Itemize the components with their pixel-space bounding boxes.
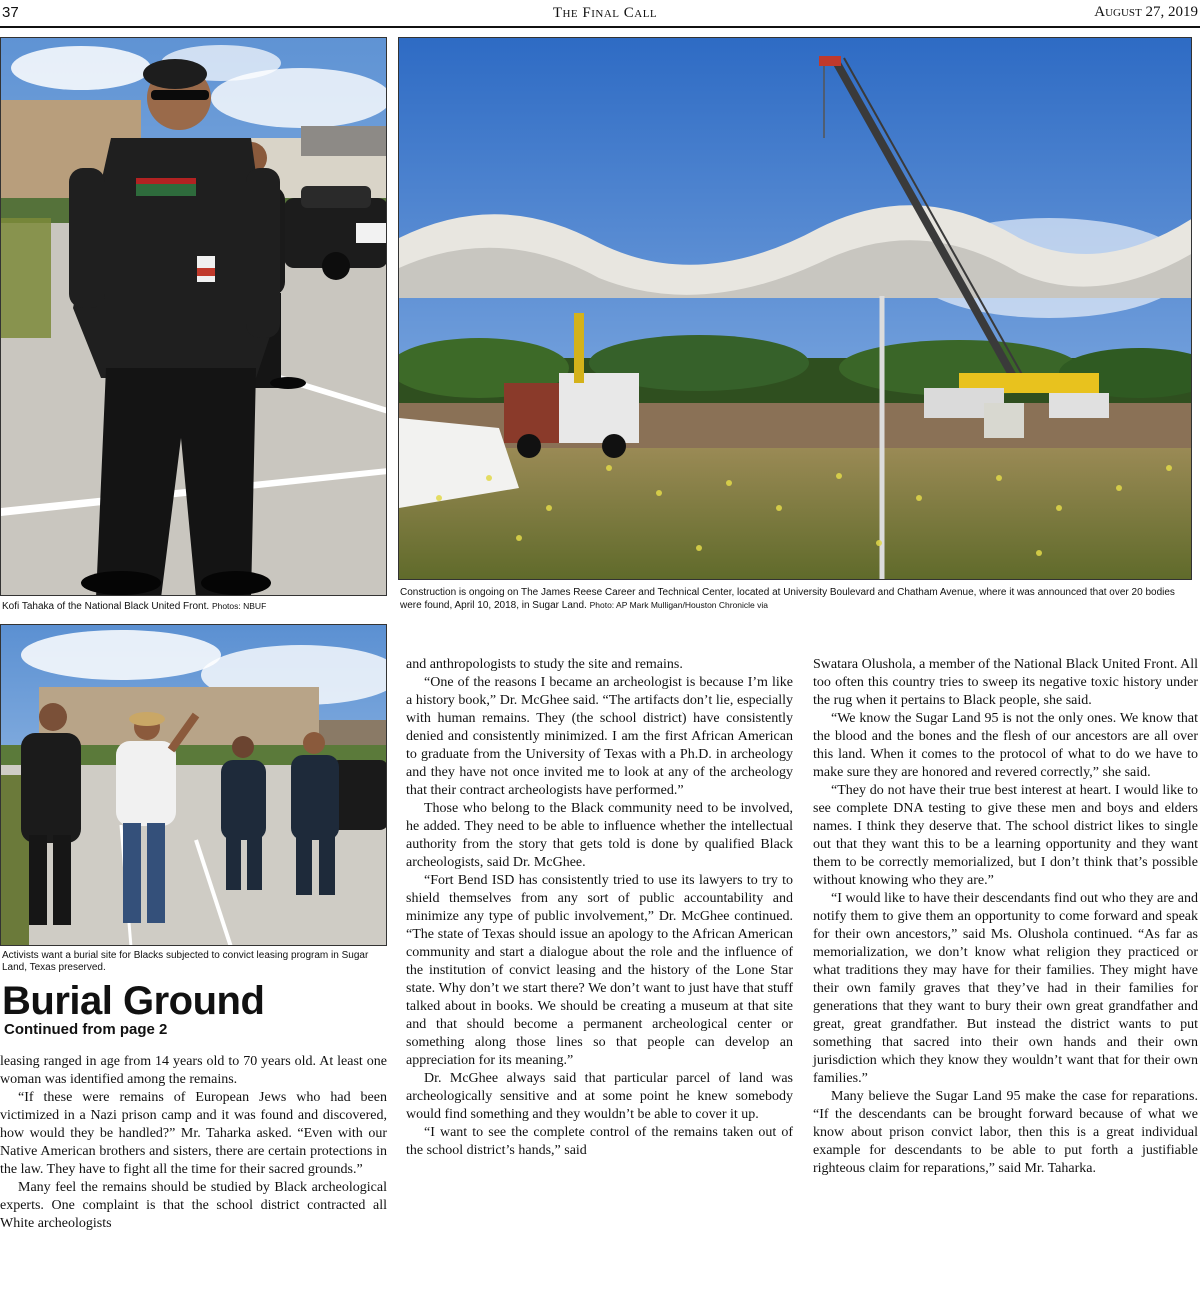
photo-credit: Photos: NBUF <box>211 601 267 611</box>
photo-construction-site-caption <box>400 587 1190 612</box>
article-headline: Burial Ground <box>2 979 265 1023</box>
photo-construction-site-image <box>399 38 1192 580</box>
publication-name: The Final Call <box>552 5 658 21</box>
paragraph: Swatara Olushola, a member of the National Black United Front. All too often this country tries to sweep its negative toxic history under the rug when it pertains to Black people, she said. <box>813 657 1198 708</box>
photo-kofi-taharka <box>0 37 387 596</box>
paragraph: Many believe the Sugar Land 95 make the case for reparations. “If the descendants can be brought forward because of what we know about prison convict labor, then this is a great individual example for descendants to be able to put forth a justifiable righteous claim for reparations,” said Mr. Taharka. <box>813 1089 1198 1176</box>
photo-kofi-taharka-caption <box>2 600 387 613</box>
paragraph: “I want to see the complete control of the remains taken out of the school district’s hands,” said <box>406 1125 793 1158</box>
paragraph: “If these were remains of European Jews who had been victimized in a Nazi prison camp and it was found and discovered, how would they be handled?” Mr. Taharka asked. “Even with our Native American brothers and sisters, there are certain protections in the law. They have to fight all the time for their sacred grounds.” <box>0 1090 387 1177</box>
paragraph: Those who belong to the Black community need to be involved, he added. They need to be able to influence whether the intellectual authority from the story that gets told is done by qualified Black archeologists, said Dr. McGhee. <box>406 801 793 870</box>
continued-from-note: Continued from page 2 <box>4 1021 168 1038</box>
photo-activists-caption <box>2 950 387 974</box>
issue-date: August 27, 2019 <box>1094 4 1198 20</box>
paragraph: “We know the Sugar Land 95 is not the only ones. We know that the blood and the bones and the flesh of our ancestors are all over this land. When it comes to the protocol of what to do we have to make sure they are honored and revered correctly,” she said. <box>813 711 1198 780</box>
article-column-1 <box>0 1053 387 1233</box>
paragraph: Many feel the remains should be studied by Black archeological experts. One complaint is that the school district contracted all White archeologists <box>0 1180 387 1231</box>
page-header <box>0 0 1200 28</box>
paragraph: “Fort Bend ISD has consistently tried to use its lawyers to try to shield themselves from any sort of public accountability and minimize any type of public involvement,” Dr. McGhee continued. “The state of Texas should issue an apology to the African American community and start a dialogue about the role and the influence of the institution of convict leasing and the history of the Lone Star state. Why don’t we start there? We don’t want to just have that stuff talked about in books. We should be creating a museum at that site and that should become a permanent archeological center or something along those lines so that people can develop an appreciation for its meaning.” <box>406 873 793 1068</box>
paragraph: “They do not have their true best interest at heart. I would like to see complete DNA testing to give these men and boys and elders names. I think they deserve that. The school district likes to single out that they want this to be a learning opportunity and they want them to be correctly memorialized, but I don’t think that’s possible without knowing who they are.” <box>813 783 1198 888</box>
paragraph: and anthropologists to study the site and remains. <box>406 657 683 672</box>
paragraph: “I would like to have their descendants find out who they are and notify them to give them an opportunity to come forward and speak for their own ancestors,” said Ms. Olushola continued. “As far as memorialization, we don’t know what religion they practiced or what traditions they may have for their families. They might have their own family graves that they’ve had in their families for generations that they want to bury their own great grandfather and great, great grandfather. But instead the district wants to put something that sacred into their own hands and their own jurisdiction which they know they wouldn’t want that for their own families.” <box>813 891 1198 1086</box>
caption-text: Kofi Tahaka of the National Black United Front. <box>2 601 210 612</box>
photo-activists <box>0 624 387 946</box>
page-number: 37 <box>2 4 19 21</box>
caption-text: Activists want a burial site for Blacks subjected to convict leasing program in Sugar Land, Texas preserved. <box>2 950 369 973</box>
photo-credit: Photo: AP Mark Mulligan/Houston Chronicle via <box>589 600 769 610</box>
photo-kofi-taharka-image <box>1 38 387 596</box>
paragraph: “One of the reasons I became an archeologist is because I’m like a history book,” Dr. McGhee said. “The artifacts don’t lie, especially with human remains. They (the school district) have consistently denied and consistently minimized. I am the first African American to graduate from the University of Texas with a Ph.D. in archeology and they have not once invited me to look at any of the archeology that their contract archeologists have performed.” <box>406 675 793 798</box>
article-column-2 <box>406 656 793 1160</box>
paragraph: Dr. McGhee always said that particular parcel of land was archeologically sensitive and at some point he knew somebody would find something and they wouldn’t be able to cover it up. <box>406 1071 793 1122</box>
photo-construction-site <box>398 37 1192 580</box>
photo-activists-image <box>1 625 387 946</box>
paragraph: leasing ranged in age from 14 years old to 70 years old. At least one woman was identified among the remains. <box>0 1054 387 1087</box>
article-column-3 <box>813 656 1198 1178</box>
caption-text: Construction is ongoing on The James Reese Career and Technical Center, located at University Boulevard and Chatham Avenue, where it was announced that over 20 bodies were found, April 10, 2018, in Sugar Land. <box>400 587 1175 611</box>
